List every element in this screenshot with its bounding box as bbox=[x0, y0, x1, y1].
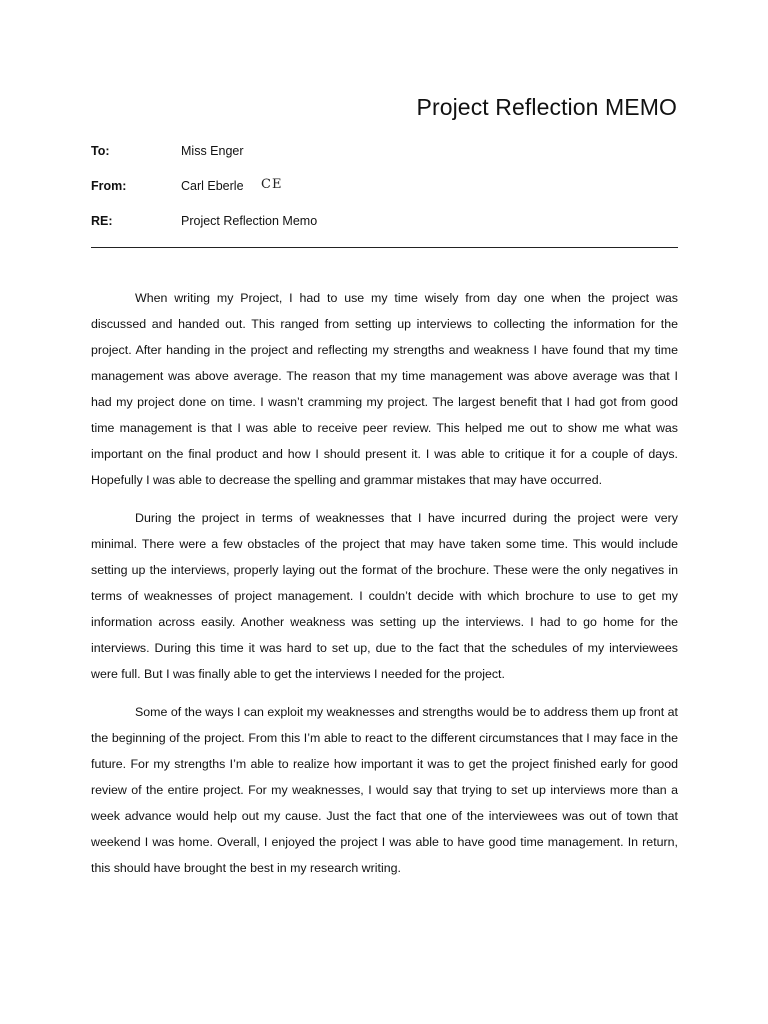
body-paragraph-3: Some of the ways I can exploit my weaknesses and strengths would be to address them up front at the beginning of the project. From this I’m able to react to the different circumstances that I may face in the future. For my strengths I’m able to realize how important it was to get the project finished early for good review of the entire project. For my weaknesses, I would say that trying to set up interviews more than a week advance would help out my cause. Just the fact that one of the interviewees was out of town that weekend I was home. Overall, I enjoyed the project I was able to have good time management. In return, this should have brought the best in my research writing. bbox=[91, 705, 678, 875]
memo-title: Project Reflection MEMO bbox=[416, 94, 677, 120]
to-value: Miss Enger bbox=[181, 144, 244, 158]
from-value: Carl Eberle bbox=[181, 179, 244, 193]
re-value: Project Reflection Memo bbox=[181, 214, 318, 228]
header-divider bbox=[91, 247, 678, 248]
header-re-row bbox=[91, 214, 491, 232]
body-paragraph-2: During the project in terms of weaknesses that I have incurred during the project were very minimal. There were a few obstacles of the project that may have taken some time. This would include setting up the interviews, properly laying out the format of the brochure. These were the only negatives in terms of weaknesses of project management. I couldn’t decide with which brochure to use to get my information across easily. Another weakness was setting up the interviews. I had to go home for the interviews. During this time it was hard to set up, due to the fact that the schedules of my interviewees were full. But I was finally able to get the interviews I needed for the project. bbox=[91, 511, 678, 681]
from-label: From: bbox=[91, 179, 127, 193]
header-from-row bbox=[91, 179, 491, 197]
to-label: To: bbox=[91, 144, 110, 158]
from-initials: CE bbox=[261, 177, 283, 192]
re-label: RE: bbox=[91, 214, 113, 228]
memo-body bbox=[91, 285, 678, 893]
body-paragraph-1: When writing my Project, I had to use my time wisely from day one when the project was discussed and handed out. This ranged from setting up interviews to collecting the information for the project. After handing in the project and reflecting my strengths and weakness I have found that my time management was above average. The reason that my time management was above average was that I had my project done on time. I wasn’t cramming my project. The largest benefit that I had got from good time management is that I was able to receive peer review. This helped me out to show me what was important on the final product and how I should present it. I was able to critique it for a couple of days. Hopefully I was able to decrease the spelling and grammar mistakes that may have occurred. bbox=[91, 291, 678, 487]
header-to-row bbox=[91, 144, 491, 162]
